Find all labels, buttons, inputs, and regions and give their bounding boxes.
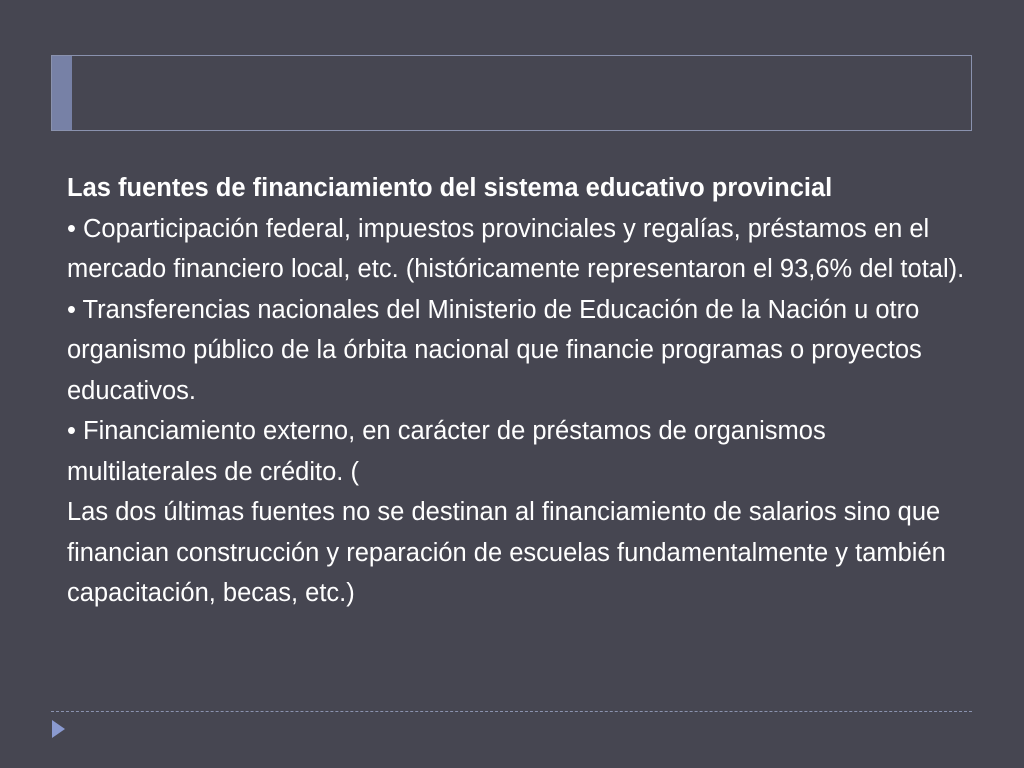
triangle-right-icon[interactable] <box>52 720 65 738</box>
bullet-transferencias: • Transferencias nacionales del Ministerio de Educación de la Nación u otro organismo público de la órbita nacional que financie programas o proyectos educativos. <box>67 295 922 405</box>
slide-content <box>67 168 977 614</box>
closing-note: Las dos últimas fuentes no se destinan al financiamiento de salarios sino que financian construcción y reparación de escuelas fundamentalmente y también capacitación, becas, etc.) <box>67 498 946 607</box>
bullet-coparticipacion: • Coparticipación federal, impuestos provinciales y regalías, préstamos en el mercado financiero local, etc. (históricamente representaron el 93,6% del total). <box>67 214 965 283</box>
content-heading: Las fuentes de financiamiento del sistema educativo provincial <box>67 174 833 202</box>
footer-divider <box>51 711 972 712</box>
title-bar <box>51 55 972 131</box>
title-accent-bar <box>52 56 72 130</box>
bullet-financiamiento-externo: • Financiamiento externo, en carácter de préstamos de organismos multilaterales de crédito. ( <box>67 417 826 486</box>
